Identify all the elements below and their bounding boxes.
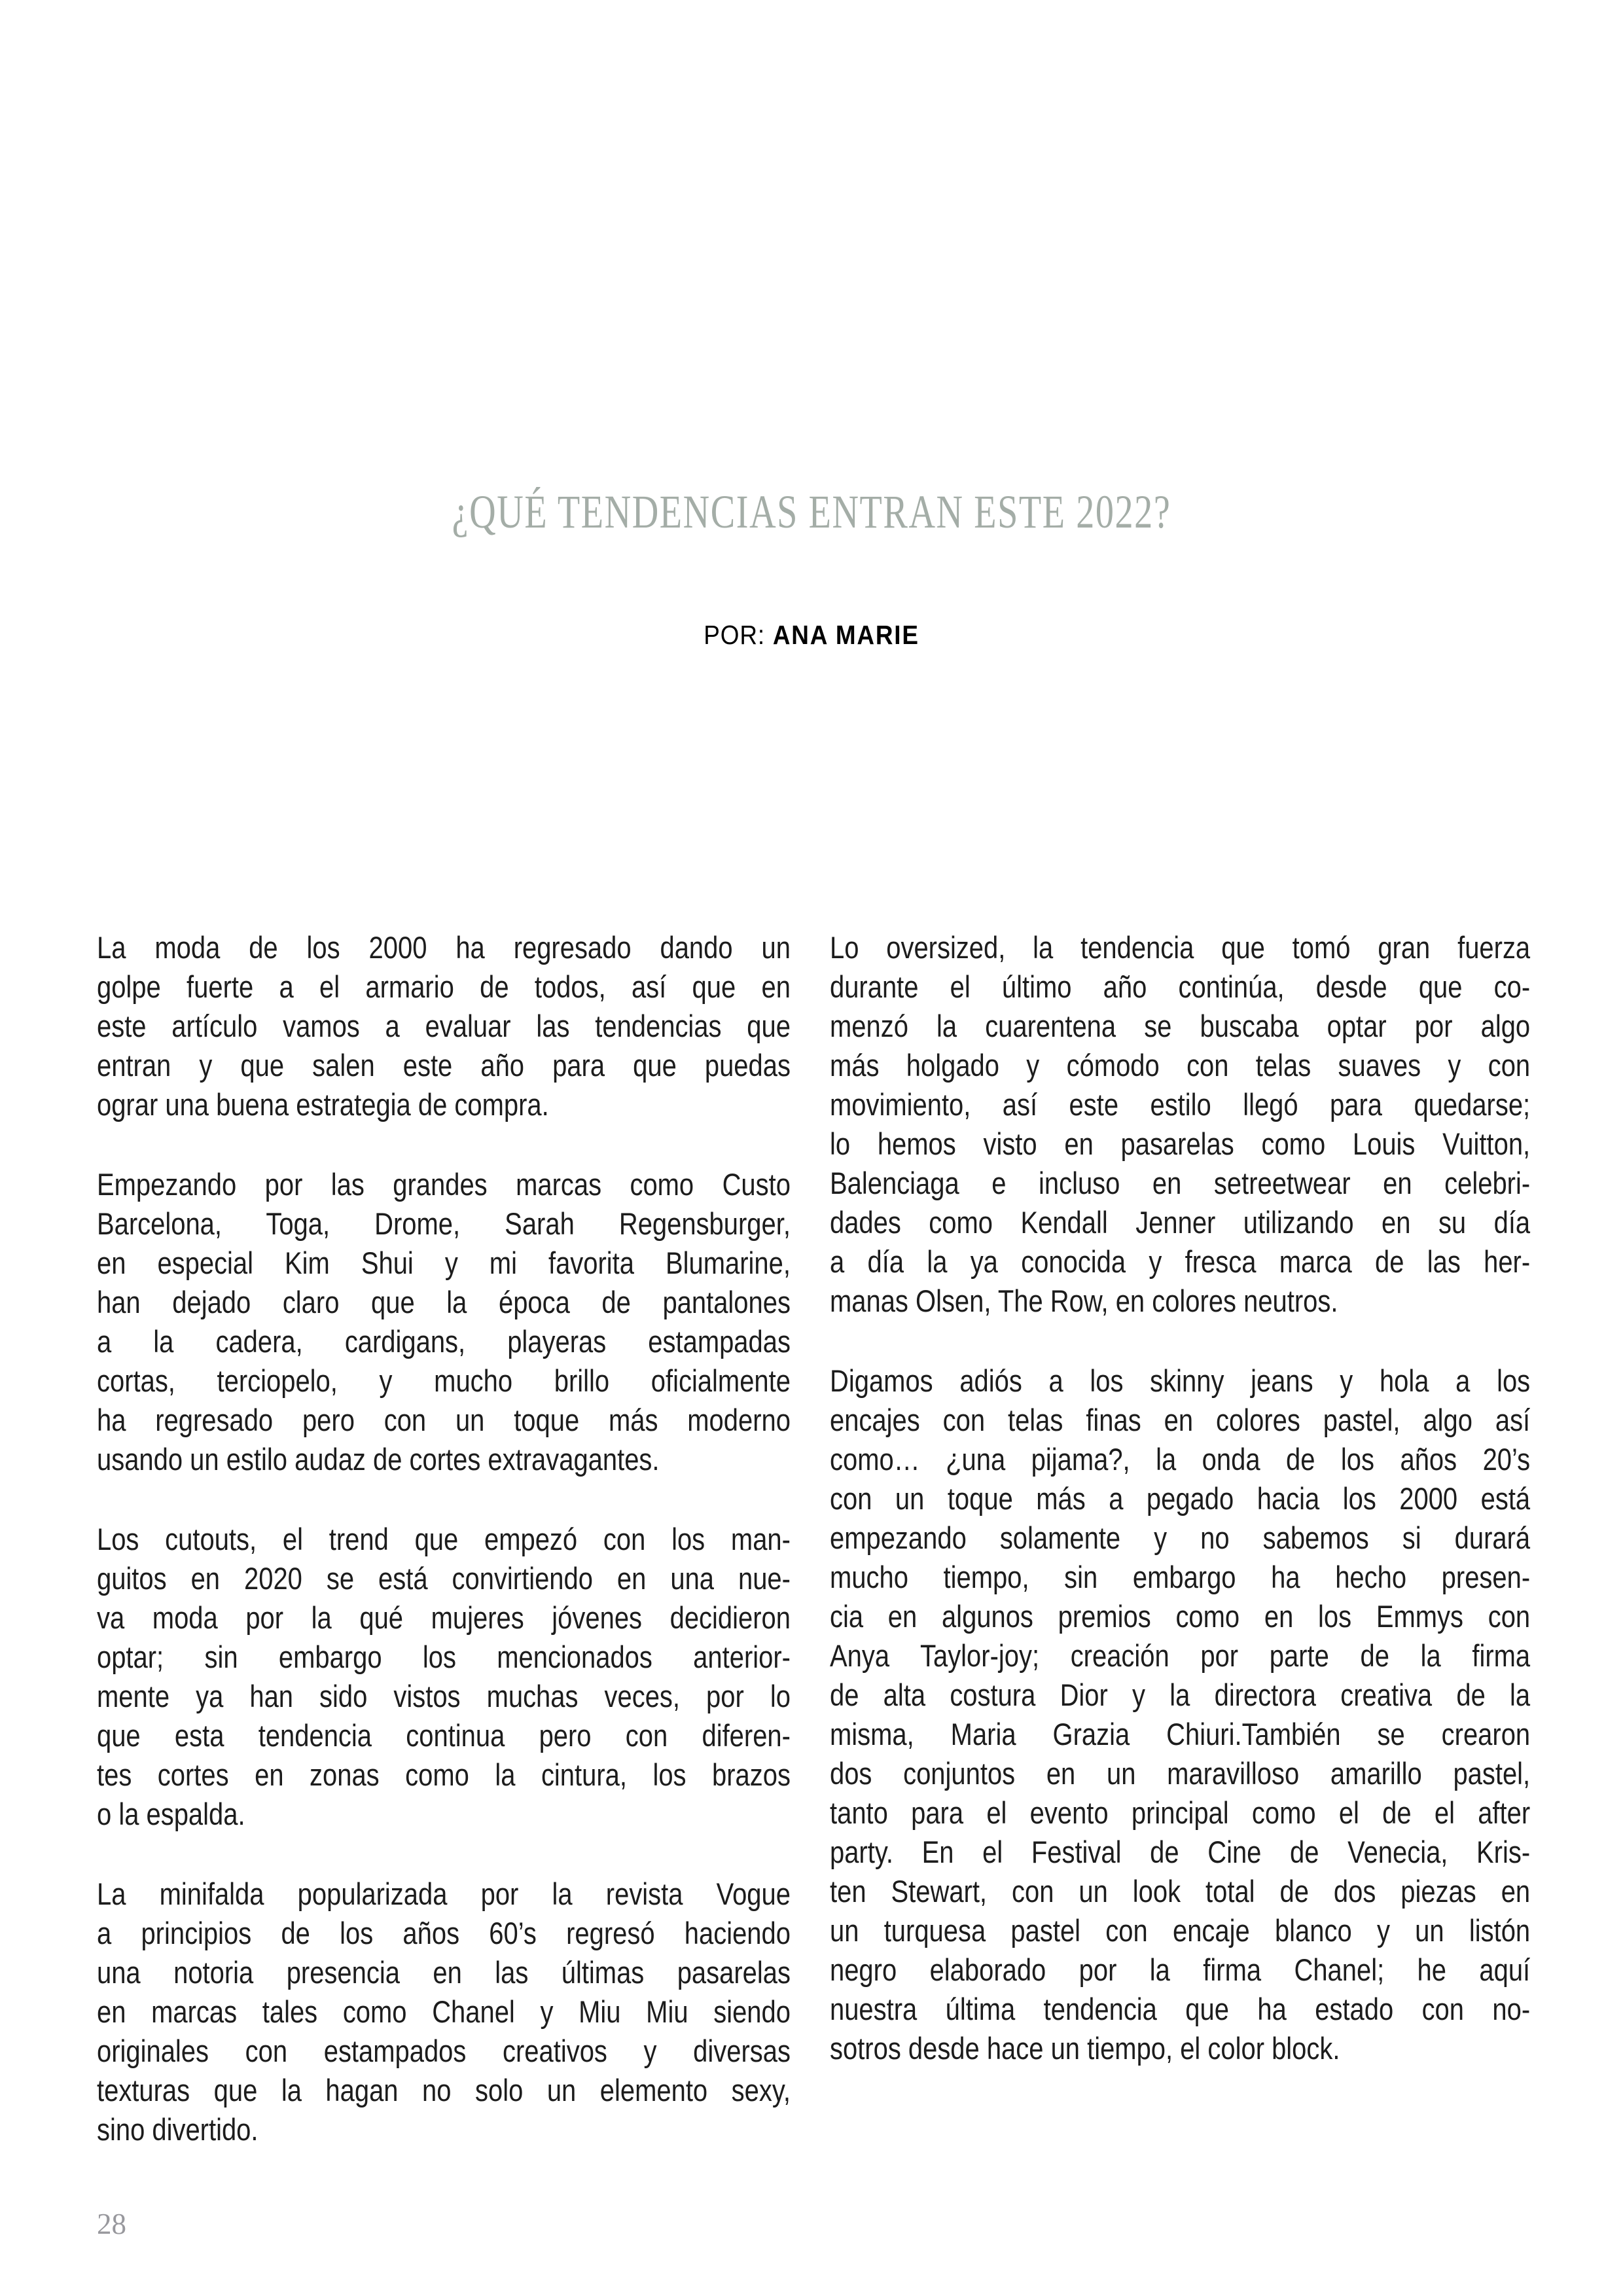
body-line: sino divertido.	[97, 2112, 259, 2147]
body-line: ha regresado pero con un toque más moderno	[97, 1403, 791, 1437]
paragraph	[830, 1361, 1530, 2068]
body-line: durante el último año continúa, desde que co-	[830, 969, 1531, 1004]
body-line: Digamos adiós a los skinny jeans y hola a los	[830, 1363, 1531, 1398]
body-line: texturas que la hagan no solo un elemento sexy,	[97, 2073, 791, 2108]
byline-label: POR:	[704, 620, 766, 650]
paragraph	[97, 1874, 791, 2149]
body-line: a principios de los años 60’s regresó haciendo	[97, 1916, 791, 1950]
body-line: una notoria presencia en las últimas pasarelas	[97, 1955, 791, 1990]
paragraph	[97, 928, 791, 1124]
body-line: usando un estilo audaz de cortes extravagantes.	[97, 1442, 660, 1477]
body-line: encajes con telas finas en colores pastel, algo así	[830, 1403, 1531, 1437]
body-line: va moda por la qué mujeres jóvenes decidieron	[97, 1600, 791, 1635]
body-line: a día la ya conocida y fresca marca de las her-	[830, 1244, 1531, 1279]
body-line: negro elaborado por la firma Chanel; he aquí	[830, 1952, 1531, 1987]
text-column-right-content	[830, 928, 1530, 2068]
body-line: Los cutouts, el trend que empezó con los man-	[97, 1522, 791, 1556]
body-line: en especial Kim Shui y mi favorita Blumarine,	[97, 1246, 791, 1280]
text-column-left	[97, 928, 791, 2149]
body-line: este artículo vamos a evaluar las tendencias que	[97, 1009, 791, 1043]
body-line: que esta tendencia continua pero con diferen-	[97, 1718, 791, 1753]
body-line: un turquesa pastel con encaje blanco y un listón	[830, 1913, 1531, 1948]
body-line: de alta costura Dior y la directora creativa de la	[830, 1677, 1531, 1712]
body-line: con un toque más a pegado hacia los 2000 está	[830, 1481, 1531, 1516]
body-line: o la espalda.	[97, 1797, 245, 1831]
body-line: han dejado claro que la época de pantalones	[97, 1285, 791, 1319]
page-number: 28	[97, 2208, 126, 2240]
body-line: dos conjuntos en un maravilloso amarillo pastel,	[830, 1756, 1531, 1791]
body-line: en marcas tales como Chanel y Miu Miu siendo	[97, 1994, 791, 2029]
body-line: Lo oversized, la tendencia que tomó gran fuerza	[830, 930, 1531, 965]
body-line: Anya Taylor-joy; creación por parte de la firma	[830, 1638, 1531, 1673]
paragraph	[97, 1165, 791, 1479]
text-column-right	[830, 928, 1530, 2149]
body-line: Barcelona, Toga, Drome, Sarah Regensburger,	[97, 1206, 791, 1241]
body-line: Balenciaga e incluso en setreetwear en celebri-	[830, 1166, 1531, 1200]
body-line: empezando solamente y no sabemos si durará	[830, 1520, 1531, 1555]
body-line: ograr una buena estrategia de compra.	[97, 1087, 549, 1122]
body-line: sotros desde hace un tiempo, el color block.	[830, 2031, 1340, 2066]
body-line: La moda de los 2000 ha regresado dando un	[97, 930, 791, 965]
body-line: tanto para el evento principal como el de el after	[830, 1795, 1531, 1830]
body-line: tes cortes en zonas como la cintura, los brazos	[97, 1757, 791, 1792]
page-title: ¿QUÉ TENDENCIAS ENTRAN ESTE 2022?	[452, 486, 1171, 538]
body-line: movimiento, así este estilo llegó para quedarse;	[830, 1087, 1531, 1122]
body-line: como… ¿una pijama?, la onda de los años 20’s	[830, 1442, 1531, 1477]
body-line: a la cadera, cardigans, playeras estampadas	[97, 1324, 791, 1359]
body-line: manas Olsen, The Row, en colores neutros.	[830, 1283, 1338, 1318]
paragraph	[830, 928, 1530, 1321]
body-line: originales con estampados creativos y diversas	[97, 2034, 791, 2068]
article-body	[97, 928, 1530, 2149]
byline-author: ANA MARIE	[772, 620, 919, 650]
byline	[81, 622, 1542, 649]
body-line: más holgado y cómodo con telas suaves y con	[830, 1048, 1531, 1083]
body-line: misma, Maria Grazia Chiuri.También se crearon	[830, 1717, 1531, 1751]
body-line: party. En el Festival de Cine de Venecia, Kris-	[830, 1835, 1531, 1869]
body-line: cia en algunos premios como en los Emmys con	[830, 1599, 1531, 1634]
body-line: cortas, terciopelo, y mucho brillo oficialmente	[97, 1363, 791, 1398]
body-line: optar; sin embargo los mencionados anterior-	[97, 1640, 791, 1674]
body-line: Empezando por las grandes marcas como Custo	[97, 1167, 791, 1202]
body-line: ten Stewart, con un look total de dos piezas en	[830, 1874, 1531, 1909]
body-line: menzó la cuarentena se buscaba optar por algo	[830, 1009, 1531, 1043]
body-line: lo hemos visto en pasarelas como Louis Vuitton,	[830, 1126, 1531, 1161]
body-line: dades como Kendall Jenner utilizando en su día	[830, 1205, 1531, 1240]
paragraph	[97, 1520, 791, 1834]
body-line: guitos en 2020 se está convirtiendo en una nue-	[97, 1561, 791, 1596]
body-line: mente ya han sido vistos muchas veces, por lo	[97, 1679, 791, 1713]
body-line: La minifalda popularizada por la revista Vogue	[97, 1876, 791, 1911]
body-line: entran y que salen este año para que puedas	[97, 1048, 791, 1083]
body-line: mucho tiempo, sin embargo ha hecho presen-	[830, 1560, 1531, 1594]
body-line: golpe fuerte a el armario de todos, así que en	[97, 969, 791, 1004]
body-line: nuestra última tendencia que ha estado con no-	[830, 1992, 1531, 2026]
text-column-left-content	[97, 928, 791, 2149]
